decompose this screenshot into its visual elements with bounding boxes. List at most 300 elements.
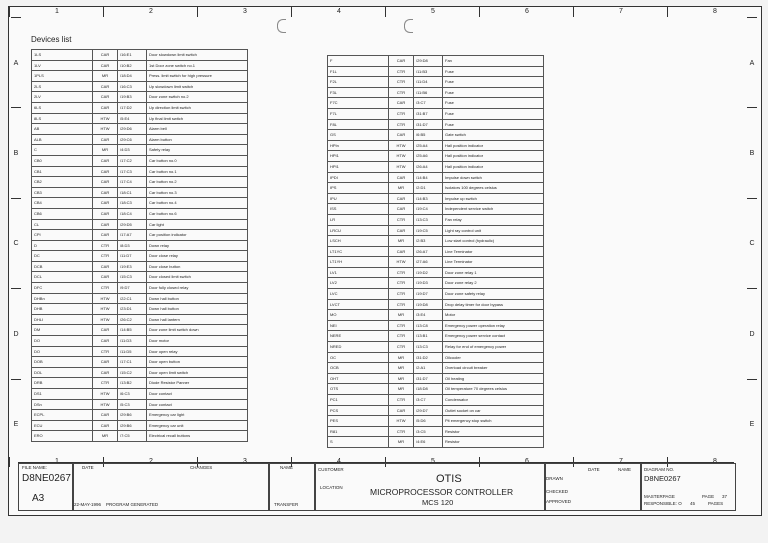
- table-row: [32, 81, 248, 92]
- device-reference: /6:B5: [414, 130, 443, 141]
- device-id: DHLI: [32, 314, 93, 325]
- name-col-label: NAME: [618, 467, 632, 472]
- table-row: [32, 187, 248, 198]
- device-location: CAR: [93, 230, 118, 241]
- device-id: HPIn: [328, 140, 389, 151]
- device-reference: /15:C3: [118, 272, 147, 283]
- device-id: OCB: [328, 363, 389, 374]
- device-description: Door open limit switch: [147, 367, 248, 378]
- device-id: LVC: [328, 289, 389, 300]
- page-number: 37: [722, 494, 728, 499]
- device-description: Down hall lantern: [147, 314, 248, 325]
- device-location: CTR: [389, 320, 414, 331]
- table-row: [328, 278, 544, 289]
- device-reference: /3:E4: [414, 310, 443, 321]
- zone-row-label: B: [747, 107, 757, 198]
- device-reference: /19:D3: [414, 278, 443, 289]
- device-id: DM: [32, 325, 93, 336]
- device-reference: /17:A7: [118, 230, 147, 241]
- device-location: CAR: [93, 336, 118, 347]
- device-reference: /29:B6: [118, 410, 147, 421]
- customer-label: CUSTOMER: [318, 467, 344, 472]
- product-name: MICROPROCESSOR CONTROLLER: [370, 487, 514, 497]
- device-description: Hall position indicator: [443, 161, 544, 172]
- device-id: DO: [32, 346, 93, 357]
- device-id: PES: [328, 416, 389, 427]
- device-description: Door close button: [147, 261, 248, 272]
- table-row: [32, 325, 248, 336]
- device-reference: /4:E6: [414, 437, 443, 448]
- device-reference: /31:D7: [414, 373, 443, 384]
- title-block: [18, 462, 734, 509]
- device-description: Door open button: [147, 357, 248, 368]
- device-location: CAR: [93, 219, 118, 230]
- table-row: [32, 304, 248, 315]
- device-description: Line Terminator: [443, 257, 544, 268]
- device-description: Up final limit switch: [147, 113, 248, 124]
- device-description: Low start control (hydraulic): [443, 236, 544, 247]
- table-row: [32, 177, 248, 188]
- device-reference: /17:D2: [118, 102, 147, 113]
- device-reference: /7:C5: [118, 431, 147, 442]
- device-location: MR: [93, 145, 118, 156]
- device-location: CAR: [389, 225, 414, 236]
- device-reference: /31:B7: [414, 108, 443, 119]
- device-location: CAR: [93, 81, 118, 92]
- zone-column-label: 1: [9, 7, 104, 17]
- device-reference: /14:B4: [414, 172, 443, 183]
- device-location: CAR: [93, 367, 118, 378]
- zone-column-label: 2: [103, 457, 198, 467]
- device-location: MR: [389, 236, 414, 247]
- device-description: 1st Door zone switch no.1: [147, 60, 248, 71]
- device-reference: /4:D3: [118, 145, 147, 156]
- device-description: Gate switch: [443, 130, 544, 141]
- device-reference: /18:C1: [118, 187, 147, 198]
- device-description: Door zone relay 1: [443, 267, 544, 278]
- device-description: Car button no.3: [147, 187, 248, 198]
- device-id: DHBn: [32, 293, 93, 304]
- device-location: CTR: [389, 331, 414, 342]
- zone-column-label: 7: [573, 457, 668, 467]
- device-id: ECU: [32, 420, 93, 431]
- device-description: Press. limit switch for high pressure: [147, 71, 248, 82]
- device-description: Door contact: [147, 389, 248, 400]
- device-description: Impulse down switch: [443, 172, 544, 183]
- page-title: Devices list: [31, 35, 72, 44]
- device-id: 1PLS: [32, 71, 93, 82]
- device-description: Alarm bell: [147, 124, 248, 135]
- pages-count: 45: [690, 501, 696, 506]
- device-description: Door zone safety relay: [443, 289, 544, 300]
- name-header: NAME: [280, 465, 294, 470]
- table-row: [328, 289, 544, 300]
- device-description: Car button no.6: [147, 208, 248, 219]
- device-location: HTW: [93, 124, 118, 135]
- divider: [268, 463, 270, 511]
- device-id: S: [328, 437, 389, 448]
- table-row: [32, 50, 248, 61]
- device-id: MO: [328, 310, 389, 321]
- table-row: [328, 214, 544, 225]
- device-reference: /3:C5: [414, 426, 443, 437]
- device-reference: /13:C3: [414, 214, 443, 225]
- device-id: ECPL: [32, 410, 93, 421]
- zone-column-label: 7: [573, 7, 668, 17]
- table-row: [328, 267, 544, 278]
- table-row: [328, 172, 544, 183]
- device-description: Overload circuit breaker: [443, 363, 544, 374]
- device-location: CAR: [93, 134, 118, 145]
- device-description: Fuse: [443, 98, 544, 109]
- device-reference: /29:D8: [414, 56, 443, 67]
- pages-label: PAGES: [708, 501, 724, 506]
- device-id: HPI1: [328, 151, 389, 162]
- device-id: DHB: [32, 304, 93, 315]
- device-id: F7C: [328, 98, 389, 109]
- device-reference: /22:C1: [118, 293, 147, 304]
- table-row: [328, 119, 544, 130]
- table-row: [32, 367, 248, 378]
- drawing-sheet: [8, 6, 762, 516]
- device-reference: /29:D7: [414, 405, 443, 416]
- device-description: Emergency car light: [147, 410, 248, 421]
- device-id: DCB: [32, 261, 93, 272]
- location-label: LOCATION: [320, 485, 343, 490]
- device-reference: /26:A4: [414, 161, 443, 172]
- table-row: [32, 399, 248, 410]
- device-description: Door open relay: [147, 346, 248, 357]
- device-location: HTW: [93, 389, 118, 400]
- device-description: Fuse: [443, 77, 544, 88]
- device-reference: /6:C3: [118, 389, 147, 400]
- zone-row-label: C: [747, 198, 757, 289]
- device-location: CAR: [93, 357, 118, 368]
- device-id: CB0: [32, 155, 93, 166]
- device-location: CAR: [93, 92, 118, 103]
- device-description: Alarm button: [147, 134, 248, 145]
- device-description: Fuse: [443, 87, 544, 98]
- table-row: [328, 426, 544, 437]
- table-row: [328, 66, 544, 77]
- device-id: R81: [328, 426, 389, 437]
- device-location: MR: [389, 183, 414, 194]
- device-reference: /17:C4: [118, 177, 147, 188]
- device-id: LV1: [328, 267, 389, 278]
- device-reference: /27:A6: [414, 257, 443, 268]
- table-row: [32, 357, 248, 368]
- zone-row-label: B: [11, 107, 21, 198]
- device-location: CTR: [93, 346, 118, 357]
- table-row: [32, 378, 248, 389]
- zone-column-label: 1: [9, 457, 104, 467]
- table-row: [32, 431, 248, 442]
- device-location: CTR: [389, 267, 414, 278]
- table-row: [32, 336, 248, 347]
- table-row: [32, 261, 248, 272]
- table-row: [328, 416, 544, 427]
- table-row: [328, 204, 544, 215]
- device-location: CAR: [389, 405, 414, 416]
- zone-column-label: 5: [385, 7, 480, 17]
- zone-row-label: A: [11, 17, 21, 108]
- table-row: [32, 145, 248, 156]
- table-row: [32, 60, 248, 71]
- table-row: [328, 87, 544, 98]
- device-description: Door slowdown limit switch: [147, 50, 248, 61]
- device-id: 1LS: [32, 50, 93, 61]
- table-row: [32, 283, 248, 294]
- device-location: HTW: [93, 399, 118, 410]
- table-row: [32, 293, 248, 304]
- device-id: DOB: [32, 357, 93, 368]
- device-description: Up slowdown limit switch: [147, 81, 248, 92]
- device-reference: /19:B3: [118, 92, 147, 103]
- file-name: D8NE0267: [22, 473, 71, 484]
- table-row: [328, 246, 544, 257]
- device-location: CTR: [389, 289, 414, 300]
- device-description: Relay for end of emergency power: [443, 342, 544, 353]
- device-description: Emergency car unit: [147, 420, 248, 431]
- device-location: CAR: [93, 102, 118, 113]
- zone-column-label: 2: [103, 7, 198, 17]
- device-location: CAR: [93, 325, 118, 336]
- device-location: CTR: [389, 77, 414, 88]
- table-row: [328, 130, 544, 141]
- device-id: GS: [328, 130, 389, 141]
- approved-label: APPROVED: [546, 499, 572, 504]
- device-location: CAR: [389, 193, 414, 204]
- device-id: F3L: [328, 87, 389, 98]
- device-description: Up direction limit switch: [147, 102, 248, 113]
- device-description: Impulse up switch: [443, 193, 544, 204]
- device-id: ALB: [32, 134, 93, 145]
- device-description: Door zone switch no.2: [147, 92, 248, 103]
- device-reference: /17:C3: [118, 166, 147, 177]
- device-description: Light ray control unit: [443, 225, 544, 236]
- device-description: Car button no.1: [147, 166, 248, 177]
- device-id: DSn: [32, 399, 93, 410]
- table-row: [328, 183, 544, 194]
- device-location: CTR: [389, 299, 414, 310]
- device-location: CAR: [93, 50, 118, 61]
- table-row: [328, 108, 544, 119]
- device-reference: /13:C3: [414, 342, 443, 353]
- table-row: [328, 373, 544, 384]
- device-id: DO: [32, 336, 93, 347]
- table-row: [328, 384, 544, 395]
- masterpage-label: MASTERPAGE: [644, 494, 675, 499]
- device-id: F7L: [328, 108, 389, 119]
- device-location: CTR: [389, 66, 414, 77]
- device-id: CB6: [32, 208, 93, 219]
- device-description: Emergency power operation relay: [443, 320, 544, 331]
- device-location: HTW: [93, 304, 118, 315]
- device-location: CAR: [93, 155, 118, 166]
- date-header: DATE: [82, 465, 94, 470]
- table-row: [328, 140, 544, 151]
- table-row: [32, 240, 248, 251]
- model-name: MCS 120: [422, 498, 454, 507]
- device-reference: /11:B6: [414, 87, 443, 98]
- device-description: Oil heating: [443, 373, 544, 384]
- device-location: CTR: [93, 251, 118, 262]
- device-id: CB3: [32, 187, 93, 198]
- device-reference: /2:D1: [414, 183, 443, 194]
- device-reference: /3:C7: [414, 98, 443, 109]
- drawn-label: DRAWN: [546, 476, 563, 481]
- device-description: Door zone limit switch down: [147, 325, 248, 336]
- table-row: [32, 124, 248, 135]
- device-location: MR: [93, 431, 118, 442]
- device-id: IPS: [328, 183, 389, 194]
- table-row: [32, 346, 248, 357]
- device-id: CB2: [32, 177, 93, 188]
- table-row: [328, 225, 544, 236]
- device-id: 2LV: [32, 92, 93, 103]
- device-id: CPI: [32, 230, 93, 241]
- file-name-label: FILE NAME:: [22, 465, 48, 470]
- device-description: Car button no.0: [147, 155, 248, 166]
- device-id: DCL: [32, 272, 93, 283]
- device-description: Fuse: [443, 108, 544, 119]
- device-reference: /5:D6: [414, 416, 443, 427]
- table-row: [32, 113, 248, 124]
- table-row: [32, 208, 248, 219]
- table-row: [32, 102, 248, 113]
- device-id: OHT: [328, 373, 389, 384]
- device-description: Line Terminator: [443, 246, 544, 257]
- device-description: Fuse: [443, 66, 544, 77]
- device-reference: /5:E4: [118, 113, 147, 124]
- table-row: [328, 352, 544, 363]
- device-reference: /15:C2: [118, 367, 147, 378]
- changes-header: CHANGES: [190, 465, 213, 470]
- device-location: CAR: [93, 410, 118, 421]
- device-description: Door closed limit switch: [147, 272, 248, 283]
- device-description: Fuse: [443, 119, 544, 130]
- device-id: LR: [328, 214, 389, 225]
- device-description: Resistor: [443, 437, 544, 448]
- zone-column-label: 8: [667, 7, 762, 17]
- device-location: CAR: [389, 246, 414, 257]
- table-row: [328, 193, 544, 204]
- device-location: MR: [389, 310, 414, 321]
- device-location: MR: [93, 71, 118, 82]
- table-row: [328, 257, 544, 268]
- device-location: CTR: [389, 395, 414, 406]
- device-id: PCS: [328, 405, 389, 416]
- zone-column-label: 6: [479, 7, 574, 17]
- zone-column-label: 4: [291, 7, 386, 17]
- device-description: Diode Resistor Panner: [147, 378, 248, 389]
- revision-date: 22-MAY-1996: [74, 502, 102, 507]
- device-id: DS1: [32, 389, 93, 400]
- device-reference: /9:D7: [118, 283, 147, 294]
- table-row: [32, 410, 248, 421]
- device-id: 1LV: [32, 60, 93, 71]
- device-location: CTR: [93, 283, 118, 294]
- device-id: CB4: [32, 198, 93, 209]
- device-id: IPU: [328, 193, 389, 204]
- device-description: Car button no.2: [147, 177, 248, 188]
- device-location: CAR: [93, 166, 118, 177]
- device-reference: /29:D5: [118, 219, 147, 230]
- device-reference: /13:C8: [414, 320, 443, 331]
- zone-row-label: D: [747, 288, 757, 379]
- device-reference: /8:D3: [118, 240, 147, 251]
- table-row: [32, 314, 248, 325]
- zone-row-label: E: [11, 379, 21, 470]
- device-id: LRCU: [328, 225, 389, 236]
- table-row: [328, 331, 544, 342]
- device-description: Independent service switch: [443, 204, 544, 215]
- device-reference: /25:A6: [414, 151, 443, 162]
- device-id: F1L: [328, 66, 389, 77]
- device-description: Fan relay: [443, 214, 544, 225]
- device-reference: /16:C3: [118, 81, 147, 92]
- devices-table-right: [327, 55, 544, 448]
- device-location: CAR: [389, 204, 414, 215]
- device-id: D: [32, 240, 93, 251]
- device-description: Safety relay: [147, 145, 248, 156]
- device-reference: /18:C3: [118, 198, 147, 209]
- device-description: Down hall button: [147, 293, 248, 304]
- table-row: [328, 310, 544, 321]
- device-id: LT1YC: [328, 246, 389, 257]
- device-reference: /31:D7: [414, 119, 443, 130]
- device-reference: /25:A4: [414, 140, 443, 151]
- device-reference: /26:A7: [414, 246, 443, 257]
- device-reference: /11:D3: [118, 336, 147, 347]
- table-row: [328, 395, 544, 406]
- device-id: F8L: [328, 119, 389, 130]
- device-reference: /19:D8: [414, 299, 443, 310]
- device-location: CTR: [389, 119, 414, 130]
- device-id: DFC: [32, 283, 93, 294]
- device-id: IPDI: [328, 172, 389, 183]
- zone-row-label: A: [747, 17, 757, 108]
- device-reference: /18:C4: [118, 208, 147, 219]
- device-id: LT1YH: [328, 257, 389, 268]
- zone-column-label: 4: [291, 457, 386, 467]
- device-description: Car button no.4: [147, 198, 248, 209]
- device-location: CTR: [389, 342, 414, 353]
- device-location: CAR: [93, 272, 118, 283]
- device-id: DRB: [32, 378, 93, 389]
- page-label: PAGE: [702, 494, 715, 499]
- zone-column-label: 3: [197, 457, 292, 467]
- zone-row-label: D: [11, 288, 21, 379]
- device-id: ISS: [328, 204, 389, 215]
- device-description: Emergency power service contact: [443, 331, 544, 342]
- device-location: CAR: [93, 208, 118, 219]
- device-reference: /10:B2: [118, 60, 147, 71]
- device-description: Drop delay timer for door bypass: [443, 299, 544, 310]
- device-id: DOL: [32, 367, 93, 378]
- device-description: Electrical recall buttons: [147, 431, 248, 442]
- table-row: [328, 77, 544, 88]
- device-reference: /18:D8: [414, 384, 443, 395]
- device-reference: /29:C6: [118, 134, 147, 145]
- device-description: Hall position indicator: [443, 140, 544, 151]
- device-description: Door fully closed relay: [147, 283, 248, 294]
- device-location: MR: [389, 363, 414, 374]
- table-row: [32, 251, 248, 262]
- device-location: HTW: [389, 161, 414, 172]
- table-row: [32, 155, 248, 166]
- device-description: Pit emergency stop switch: [443, 416, 544, 427]
